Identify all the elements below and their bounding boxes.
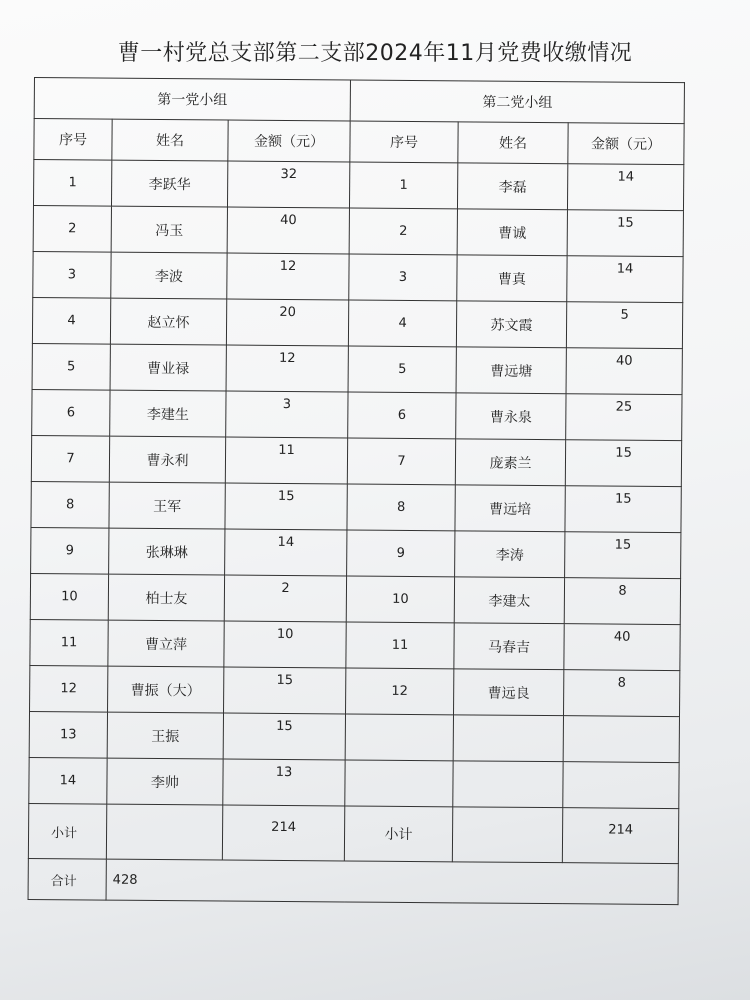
group1-name-cell: 王振 (107, 712, 223, 759)
total-label: 合计 (28, 858, 106, 900)
group1-amount-cell: 2 (224, 575, 346, 622)
group1-amount-cell: 3 (226, 391, 348, 438)
group2-col-no: 序号 (350, 121, 458, 163)
group2-name-cell: 苏文霞 (456, 301, 566, 348)
group1-no-cell: 14 (29, 757, 107, 804)
group2-name-cell: 李磊 (458, 163, 568, 210)
group1-no-cell: 2 (33, 205, 111, 252)
table-row (33, 205, 683, 256)
table-row (29, 757, 679, 808)
group1-name-cell: 曹立萍 (108, 620, 224, 667)
group2-name-cell: 曹永泉 (456, 393, 566, 440)
group1-name-cell: 王军 (109, 482, 225, 529)
group2-amount-cell: 15 (567, 210, 683, 257)
group2-amount-cell: 15 (565, 486, 681, 533)
group2-no-cell: 7 (347, 438, 455, 485)
group1-name-cell: 冯玉 (111, 206, 227, 253)
group1-no-cell: 1 (33, 160, 111, 207)
group1-name-cell: 曹永利 (109, 436, 225, 483)
group1-subtotal-blank (106, 804, 222, 860)
group2-name-cell: 庞素兰 (455, 439, 565, 486)
group2-name-cell (453, 715, 563, 762)
group1-amount-cell: 14 (225, 529, 347, 576)
group2-no-cell: 5 (348, 346, 456, 393)
group1-name-cell: 李帅 (107, 758, 223, 805)
table-row (30, 573, 680, 624)
group1-amount-cell: 20 (226, 299, 348, 346)
table-row (32, 297, 682, 348)
table-row (33, 160, 683, 211)
table-row (32, 389, 682, 440)
group2-no-cell: 10 (346, 576, 454, 623)
group1-name-cell: 曹业禄 (110, 344, 226, 391)
table-row (32, 343, 682, 394)
group1-name-cell: 李波 (111, 252, 227, 299)
group2-no-cell: 11 (346, 622, 454, 669)
group2-col-name: 姓名 (458, 122, 568, 164)
group2-subtotal-value: 214 (562, 808, 678, 864)
group2-amount-cell: 15 (565, 532, 681, 579)
group1-no-cell: 7 (31, 435, 109, 482)
table-row (31, 527, 681, 578)
group2-no-cell: 1 (350, 162, 458, 209)
subtotal-row (28, 803, 678, 863)
group1-amount-cell: 40 (227, 207, 349, 254)
group2-name-cell: 李建太 (454, 577, 564, 624)
total-row (28, 858, 678, 904)
group1-name: 第一党小组 (34, 78, 350, 121)
group1-no-cell: 11 (30, 619, 108, 666)
group2-no-cell (345, 760, 453, 807)
group2-subtotal-blank (452, 807, 562, 863)
group2-name-cell: 曹远培 (455, 485, 565, 532)
group2-name-cell: 马春吉 (454, 623, 564, 670)
fee-table (28, 77, 686, 905)
group2-no-cell (345, 714, 453, 761)
group2-amount-cell: 15 (565, 440, 681, 487)
table-row (29, 711, 679, 762)
group1-amount-cell: 15 (225, 483, 347, 530)
group1-col-amount: 金额（元） (228, 120, 350, 162)
group2-amount-cell: 40 (564, 624, 680, 671)
group1-amount-cell: 11 (225, 437, 347, 484)
group2-amount-cell: 8 (564, 670, 680, 717)
table-row (31, 435, 681, 486)
group1-col-no: 序号 (34, 119, 112, 161)
group2-amount-cell: 14 (567, 256, 683, 303)
group1-amount-cell: 12 (227, 253, 349, 300)
group1-no-cell: 5 (32, 343, 110, 390)
group2-col-amount: 金额（元） (568, 123, 684, 165)
group2-no-cell: 8 (347, 484, 455, 531)
page-title: 曹一村党总支部第二支部2024年11月党费收缴情况 (117, 41, 633, 66)
group1-subtotal-value: 214 (222, 805, 344, 861)
group1-no-cell: 10 (30, 573, 108, 620)
group1-amount-cell: 13 (223, 759, 345, 806)
group1-amount-cell: 12 (226, 345, 348, 392)
group2-amount-cell (563, 762, 679, 809)
group2-no-cell: 12 (346, 668, 454, 715)
fee-table-body (28, 78, 684, 905)
group2-amount-cell: 8 (564, 578, 680, 625)
group2-name-cell: 李涛 (455, 531, 565, 578)
group2-amount-cell: 5 (566, 302, 682, 349)
table-row (33, 251, 683, 302)
group1-name-cell: 柏士友 (108, 574, 224, 621)
group2-amount-cell: 25 (566, 394, 682, 441)
group2-no-cell: 6 (348, 392, 456, 439)
total-value: 428 (106, 859, 678, 904)
group2-amount-cell: 40 (566, 348, 682, 395)
group1-name-cell: 李跃华 (111, 160, 227, 207)
column-header-row (34, 119, 684, 165)
group2-name: 第二党小组 (350, 80, 684, 124)
group2-no-cell: 4 (348, 300, 456, 347)
group2-no-cell: 2 (349, 208, 457, 255)
group1-no-cell: 3 (33, 251, 111, 298)
group2-name-cell (453, 761, 563, 808)
group2-no-cell: 3 (349, 254, 457, 301)
group1-name-cell: 李建生 (110, 390, 226, 437)
group2-no-cell: 9 (347, 530, 455, 577)
table-row (30, 665, 680, 716)
group1-amount-cell: 32 (227, 161, 349, 208)
group1-no-cell: 8 (31, 481, 109, 528)
table-row (30, 619, 680, 670)
group1-no-cell: 9 (31, 527, 109, 574)
group2-name-cell: 曹真 (457, 255, 567, 302)
group1-name-cell: 赵立怀 (110, 298, 226, 345)
group1-amount-cell: 10 (224, 621, 346, 668)
group1-no-cell: 12 (30, 665, 108, 712)
group2-subtotal-label: 小计 (344, 806, 452, 862)
group2-name-cell: 曹诚 (457, 209, 567, 256)
group1-subtotal-label: 小计 (28, 803, 106, 859)
group1-no-cell: 6 (32, 389, 110, 436)
group-header-row (34, 78, 684, 124)
group2-name-cell: 曹远塘 (456, 347, 566, 394)
group1-amount-cell: 15 (223, 713, 345, 760)
group1-name-cell: 曹振（大） (108, 666, 224, 713)
group2-name-cell: 曹远良 (454, 669, 564, 716)
table-row (31, 481, 681, 532)
group1-name-cell: 张琳琳 (109, 528, 225, 575)
group2-amount-cell: 14 (568, 164, 684, 211)
group2-amount-cell (563, 716, 679, 763)
group1-no-cell: 4 (32, 297, 110, 344)
group1-col-name: 姓名 (112, 119, 228, 161)
group1-amount-cell: 15 (224, 667, 346, 714)
group1-no-cell: 13 (29, 711, 107, 758)
